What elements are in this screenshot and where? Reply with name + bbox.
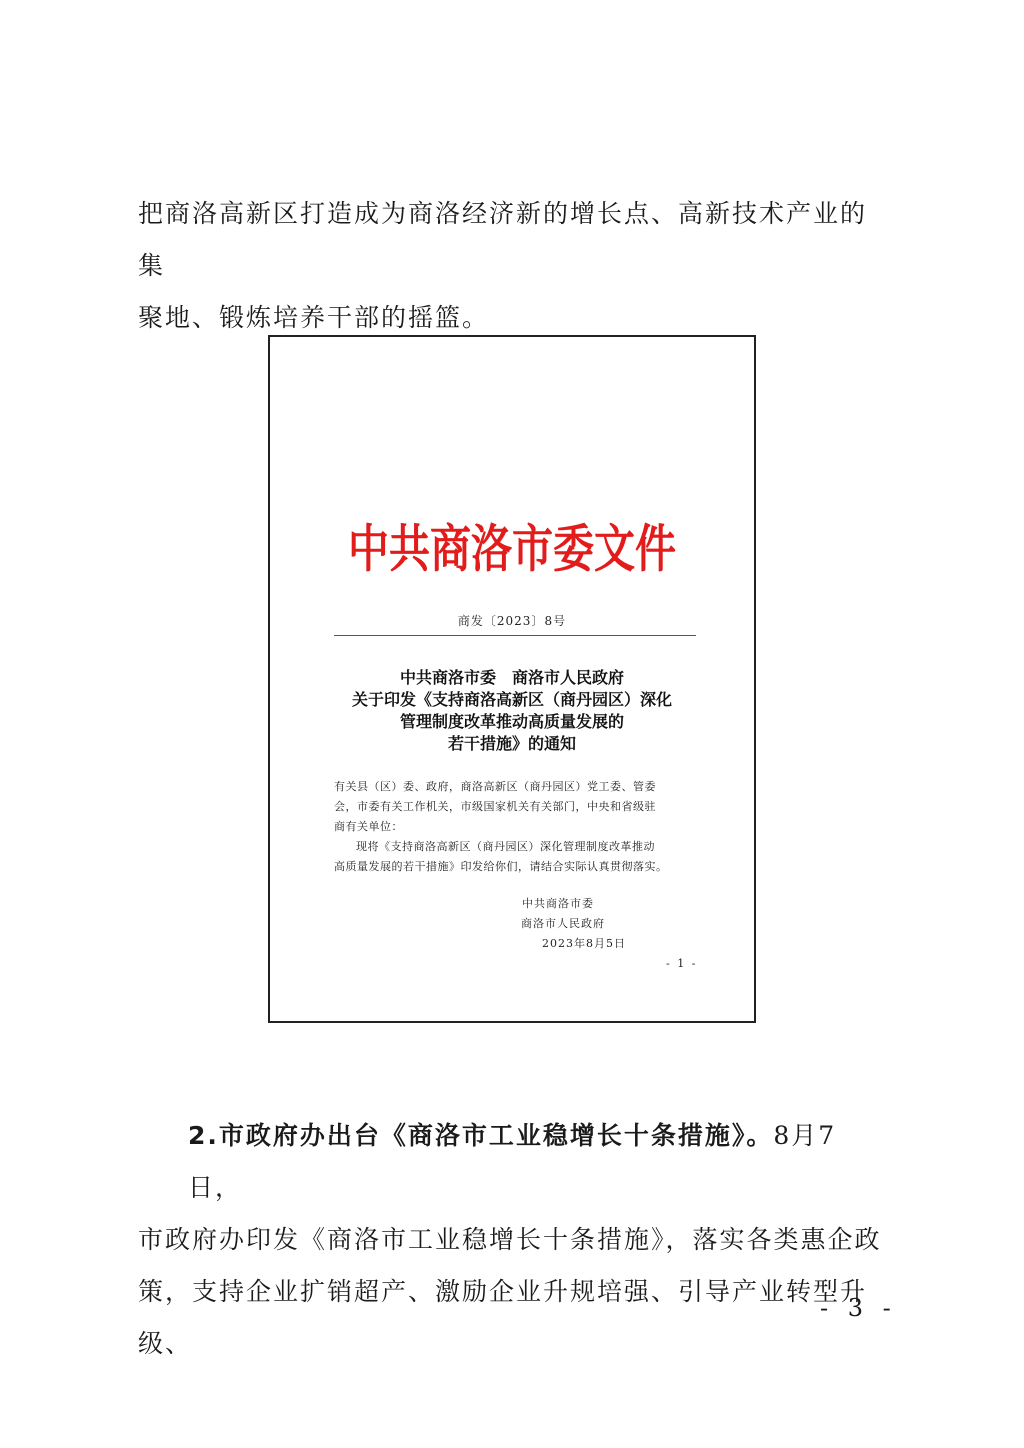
text-line: 策，支持企业扩销超产、激励企业升规培强、引导产业转型升级、: [138, 1277, 868, 1358]
body-line: 有关县（区）委、政府，商洛高新区（商丹园区）党工委、管委: [334, 780, 656, 793]
section-heading: 2.市政府办出台《商洛市工业稳增长十条措施》。: [188, 1121, 774, 1150]
document-body: [334, 777, 704, 877]
red-divider-line: [334, 635, 696, 636]
title-line: 管理制度改革推动高质量发展的: [399, 712, 624, 731]
signature-line: 中共商洛市委: [522, 897, 594, 910]
signature-line: 商洛市人民政府: [521, 917, 605, 930]
text-line: 市政府办印发《商洛市工业稳增长十条措施》，落实各类惠企政: [138, 1225, 882, 1254]
body-paragraph-top: [138, 188, 890, 344]
text-fragment: 8月7日，: [188, 1121, 837, 1202]
body-line: 高质量发展的若干措施》印发给你们，请结合实际认真贯彻落实。: [334, 860, 668, 873]
body-line: 现将《支持商洛高新区（商丹园区）深化管理制度改革推动: [356, 840, 655, 853]
document-red-header: 中共商洛市委文件: [348, 518, 676, 579]
text-line: 聚地、锻炼培养干部的摇篮。: [138, 303, 490, 332]
document-number: 商发〔2023〕8号: [457, 614, 567, 628]
body-line: 会，市委有关工作机关，市级国家机关有关部门，中央和省级驻: [334, 800, 656, 813]
document-page-number: - 1 -: [666, 957, 698, 970]
text-line: [138, 1110, 890, 1214]
body-line: 商有关单位：: [334, 820, 403, 833]
body-paragraph-bottom: [138, 1110, 890, 1370]
document-signature: [522, 894, 626, 954]
text-line: 把商洛高新区打造成为商洛经济新的增长点、高新技术产业的集: [138, 199, 868, 280]
title-line: 若干措施》的通知: [447, 734, 576, 753]
title-line: 中共商洛市委 商洛市人民政府: [399, 668, 624, 687]
page-number: - 3 -: [820, 1294, 897, 1322]
embedded-document-image: [268, 335, 756, 1023]
title-line: 关于印发《支持商洛高新区（商丹园区）深化: [351, 690, 672, 709]
document-title: [270, 667, 754, 755]
signature-date: 2023年8月5日: [542, 937, 626, 950]
